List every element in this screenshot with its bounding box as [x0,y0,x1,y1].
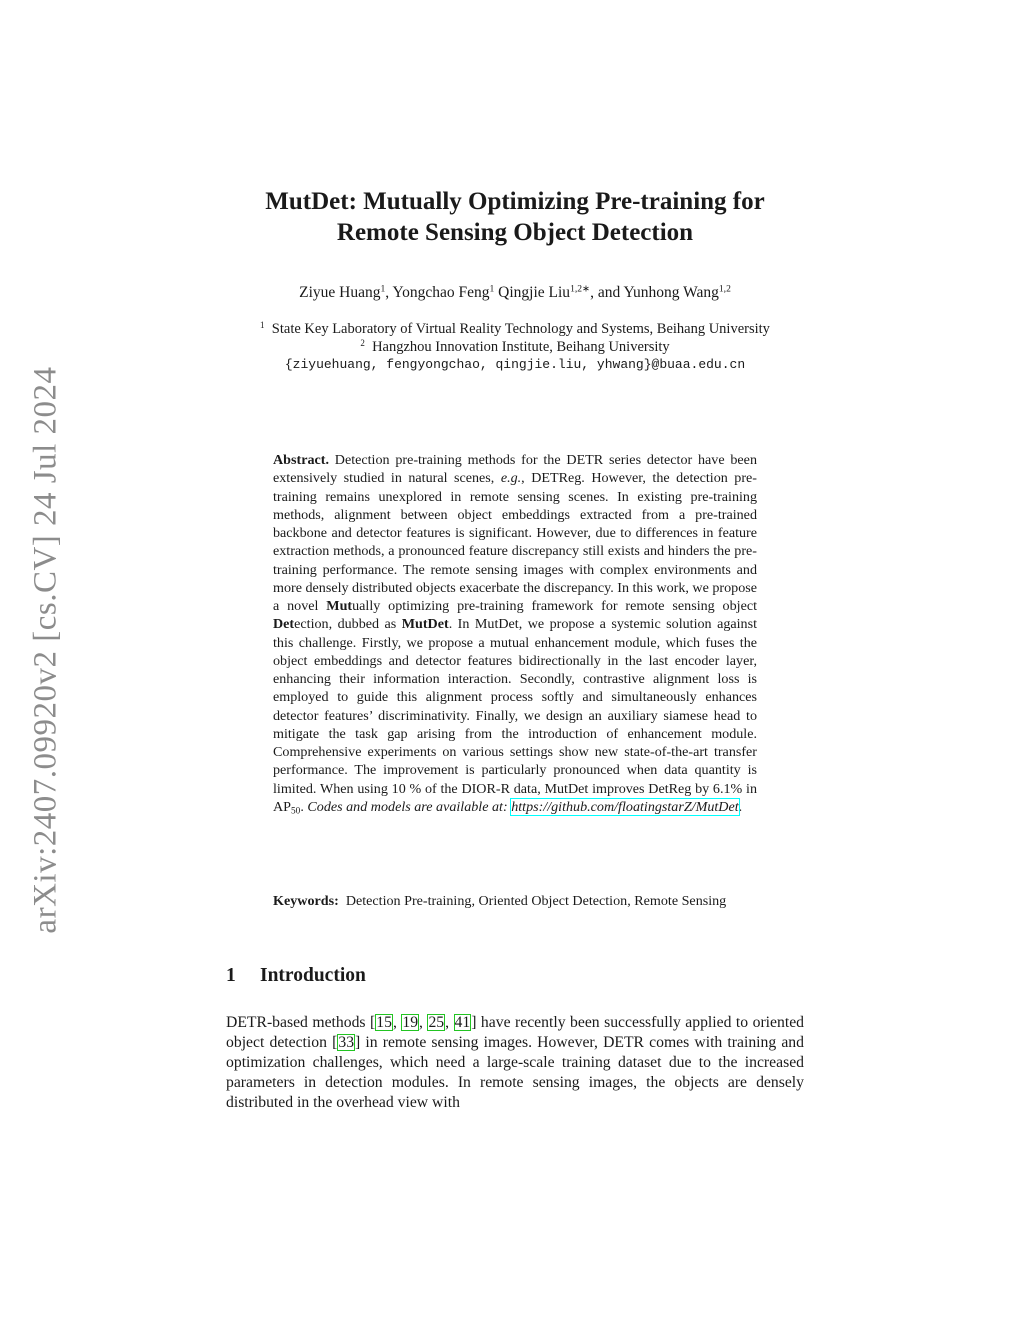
intro-text: , [392,1014,402,1031]
author-name: Ziyue Huang [299,284,381,301]
abstract-text: . [738,798,743,815]
author-name: Yunhong Wang [623,284,719,301]
keywords-text: Detection Pre-training, Oriented Object Detection, Remote Sensing [345,893,727,909]
author-affiliation-mark: 1,2 [718,283,731,295]
citation-link[interactable]: 41 [454,1014,471,1031]
author-separator: , [385,284,393,301]
keywords [273,892,757,910]
intro-text: ] in remote sensing images. However, DETR comes with training and optimization challenges, which need a large-scale training dataset due to the increased parameters in detection modules. In remote sensing images, the objects are densely distributed in the overhead view with [226,1034,804,1112]
introduction-paragraph [226,1013,804,1113]
affiliation-1-mark: 1 [260,320,265,331]
abstract-text: . In MutDet, we propose a systemic solution against this challenge. Firstly, we propose a mutual enhancement module, which fuses the object embeddings and detector features bidirectionally in the last encoder layer, enhancing their information interaction. Secondly, contrastive alignment loss is employed to guide this alignment process softly and simultaneously enhances detector features’ discriminativity. Finally, we design an auxiliary siamese head to mitigate the task gap arising from the introduction of enhancement module. Comprehensive experiments on various settings show new state-of-the-art transfer performance. The improvement is particularly pronounced when data quantity is limited. When using 10 % of the DIOR-R data, MutDet improves DetReg by 6.1% in AP [273,616,757,815]
intro-text: DETR-based methods [ [226,1014,376,1031]
abstract-mut-bold: Mut [326,598,353,614]
title-line-1: MutDet: Mutually Optimizing Pre-training for [265,188,765,215]
abstract-text: . [300,798,308,815]
abstract-eg: e.g. [500,470,522,487]
paper-title [200,186,830,248]
intro-text: ] have recently been successfully applied to oriented object detection [ [226,1014,804,1052]
arxiv-identifier: arXiv:2407.09920v2 [cs.CV] 24 Jul 2024 [27,366,64,934]
affiliation-2-mark: 2 [360,338,365,349]
abstract-text: Detection pre-training methods for the DETR series detector have been extensively studied in natural scenes, [273,452,757,487]
citation-link[interactable]: 19 [402,1014,419,1031]
citation-link[interactable]: 25 [428,1014,445,1031]
code-repository-link[interactable]: https://github.com/floatingstarZ/MutDet [511,798,739,815]
affiliation-1 [250,320,780,338]
abstract-text: ually optimizing pre-training framework for remote sensing object [352,598,757,614]
author-emails: {ziyuehuang, fengyongchao, qingjie.liu, yhwang}@buaa.edu.cn [284,357,746,372]
abstract-label: Abstract. [273,452,329,468]
keywords-label: Keywords: [273,893,339,909]
author-name: Yongchao Feng [392,284,490,301]
intro-text: , [445,1014,454,1031]
abstract-method-name: MutDet [401,616,449,633]
section-title: Introduction [260,965,366,986]
abstract-text: ection, dubbed as [294,616,402,633]
title-line-2: Remote Sensing Object Detection [336,219,694,246]
abstract-text: , DETReg. However, the detection pre-training remains unexplored in remote sensing scenes. In existing pre-training methods, alignment between object embeddings extracted from a pre-trained backbone and detector features is significant. However, due to differences in feature extraction methods, a pronounced feature discrepancy still exists and hinders the pre-training performance. The remote sensing images with complex environments and more densely distributed objects exacerbate the discrepancy. In this work, we propose a novel [273,470,757,614]
author-affiliation-mark: 1 [380,283,386,295]
abstract-codes-text: Codes and models are available at: [307,798,512,815]
abstract [273,451,757,816]
abstract-det-bold: Det [273,616,295,633]
section-heading-introduction [226,965,366,987]
intro-text: , [419,1014,428,1031]
citation-link[interactable]: 33 [338,1034,355,1052]
affiliation-1-text: State Key Laboratory of Virtual Reality Technology and Systems, Beihang University [271,321,770,337]
citation-link[interactable]: 15 [376,1014,392,1031]
affiliation-2 [250,338,780,356]
affiliations [250,320,780,374]
author-list [200,284,830,302]
author-affiliation-mark: 1 [489,283,495,295]
abstract-ap-subscript: 50 [291,806,301,817]
author-name: Qingjie Liu [498,284,571,301]
section-number: 1 [226,965,236,986]
author-affiliation-mark: 1,2∗ [570,283,591,295]
author-separator: , and [590,284,624,301]
affiliation-2-text: Hangzhou Innovation Institute, Beihang University [372,339,670,355]
